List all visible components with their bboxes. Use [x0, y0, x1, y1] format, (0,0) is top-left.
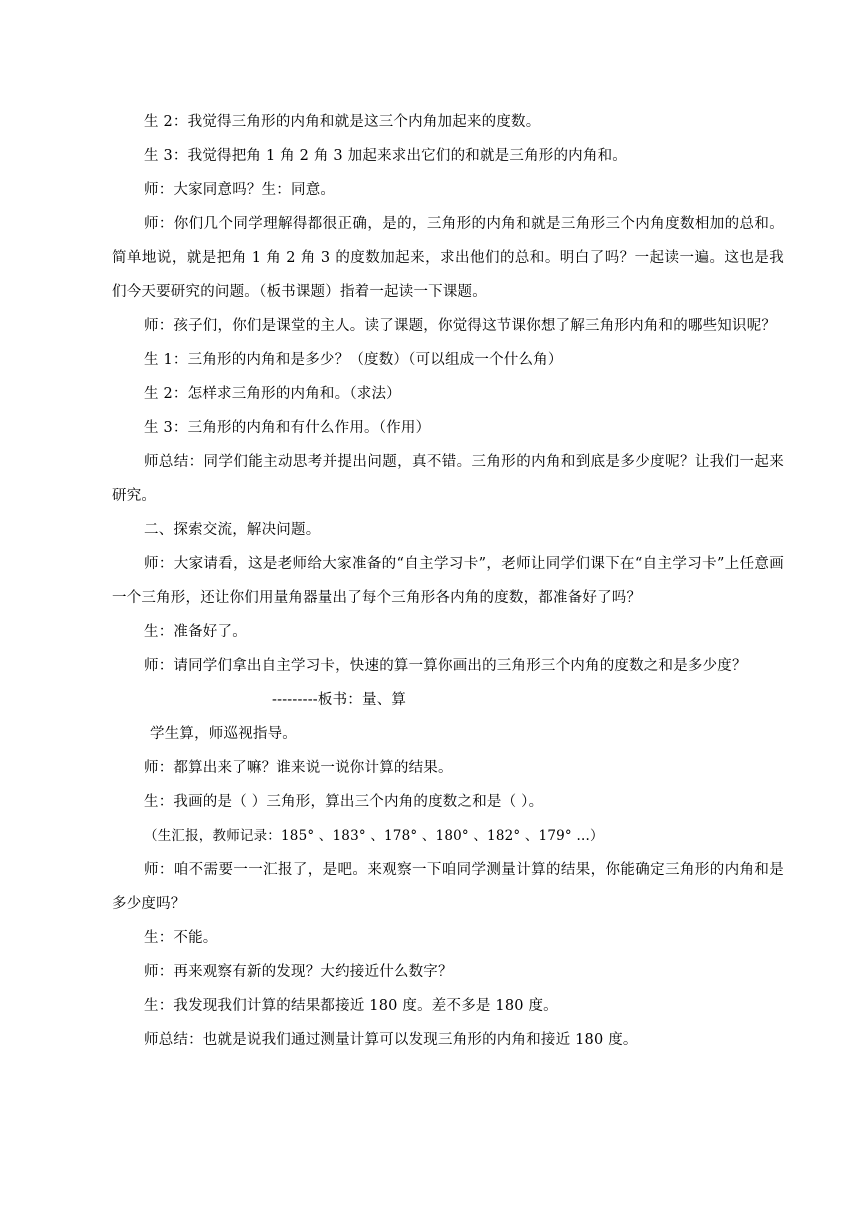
paragraph: 师：再来观察有新的发现？大约接近什么数字？ [144, 964, 453, 980]
paragraph: 师：孩子们，你们是课堂的主人。读了课题，你觉得这节课你想了解三角形内角和的哪些知识呢？ [144, 318, 777, 334]
paragraph: 生 3：三角形的内角和有什么作用。（作用） [144, 420, 431, 436]
paragraph: 师：大家同意吗？生：同意。 [144, 182, 336, 198]
paragraph: 师：咱不需要一一汇报了，是吧。来观察一下咱同学测量计算的结果，你能确定三角形的内角和是多少度吗？ [112, 862, 784, 912]
paragraph: 生：我发现我们计算的结果都接近 180 度。差不多是 180 度。 [144, 998, 558, 1014]
paragraph: 师：大家请看，这是老师给大家准备的“自主学习卡”，老师让同学们课下在“自主学习卡”上任意画一个三角形，还让你们用量角器量出了每个三角形各内角的度数，都准备好了吗？ [112, 556, 784, 606]
paragraph: 学生算，师巡视指导。 [150, 726, 297, 742]
paragraph: 师总结：也就是说我们通过测量计算可以发现三角形的内角和接近 180 度。 [144, 1032, 638, 1048]
paragraph: 生：不能。 [144, 930, 218, 946]
document-body [112, 105, 784, 1057]
paragraph: 生：准备好了。 [144, 624, 247, 640]
paragraph: 师：你们几个同学理解得都很正确，是的，三角形的内角和就是三角形三个内角度数相加的总和。简单地说，就是把角 1 角 2 角 3 的度数加起来，求出他们的总和。明白了吗？一起读一遍。这也是我们今天要研究的问题。（板书课题）指着一起读一下课题。 [112, 216, 784, 300]
paragraph: （生汇报，教师记录：185° 、183° 、178° 、180° 、182° 、179° …） [144, 828, 604, 844]
paragraph: 师总结：同学们能主动思考并提出问题，真不错。三角形的内角和到底是多少度呢？让我们一起来研究。 [112, 454, 784, 504]
paragraph: 生 3：我觉得把角 1 角 2 角 3 加起来求出它们的和就是三角形的内角和。 [144, 148, 627, 164]
paragraph: 师：请同学们拿出自主学习卡，快速的算一算你画出的三角形三个内角的度数之和是多少度？ [144, 658, 747, 674]
paragraph: 生 2：怎样求三角形的内角和。（求法） [144, 386, 401, 402]
board-note: ---------板书：量、算 [272, 692, 407, 708]
paragraph: 生 1：三角形的内角和是多少？（度数）（可以组成一个什么角） [144, 352, 563, 368]
section-heading: 二、探索交流，解决问题。 [144, 522, 321, 538]
paragraph: 生：我画的是（ ）三角形，算出三个内角的度数之和是（ ）。 [144, 794, 544, 810]
paragraph: 师：都算出来了嘛？谁来说一说你计算的结果。 [144, 760, 453, 776]
paragraph: 生 2：我觉得三角形的内角和就是这三个内角加起来的度数。 [144, 114, 541, 130]
